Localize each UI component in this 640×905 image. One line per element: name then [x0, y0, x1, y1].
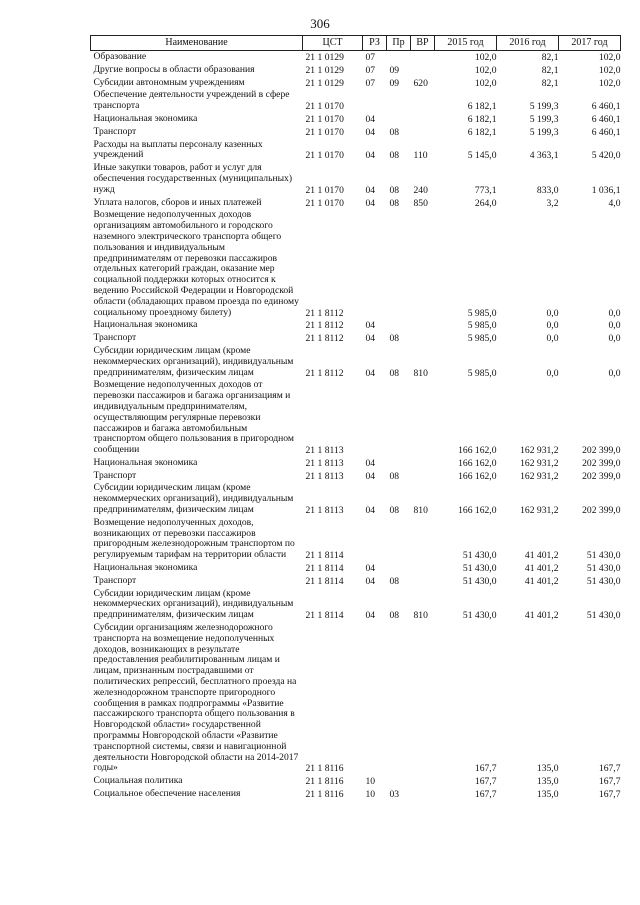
row-2016: 162 931,2: [520, 457, 559, 469]
row-pr: [387, 379, 411, 457]
row-vr: [411, 332, 435, 345]
row-2015: 264,0: [474, 197, 497, 209]
row-vr: [411, 562, 435, 575]
row-2017: 202 399,0: [582, 445, 621, 457]
row-name: Национальная экономика: [93, 562, 198, 574]
table-row: [91, 482, 621, 516]
row-2017: 167,7: [598, 776, 621, 788]
row-cst: 21 1 0170: [305, 150, 344, 162]
row-rz: [363, 517, 387, 562]
row-cst: 21 1 0129: [305, 52, 344, 63]
row-cst: 21 1 0170: [305, 101, 344, 113]
row-2017: 202 399,0: [582, 457, 621, 469]
row-vr: 810: [413, 505, 428, 517]
row-vr: [411, 470, 435, 483]
row-rz: 04: [365, 320, 376, 332]
row-vr: [411, 622, 435, 775]
row-2015: 166 162,0: [458, 470, 497, 482]
row-cst: 21 1 8113: [305, 457, 344, 469]
row-pr: [387, 209, 411, 319]
header-row: [91, 36, 621, 51]
row-vr: [411, 51, 435, 64]
row-2016: 135,0: [536, 789, 559, 800]
header-vr: ВР: [411, 36, 435, 51]
header-2017: 2017 год: [559, 36, 621, 51]
row-2015: 5 145,0: [467, 150, 497, 162]
row-2015: 773,1: [474, 184, 497, 196]
row-name: Национальная экономика: [93, 456, 198, 468]
row-2016: 3,2: [546, 197, 559, 209]
row-name: Социальная политика: [93, 775, 183, 787]
header-2016: 2016 год: [497, 36, 559, 51]
row-cst: 21 1 0170: [305, 184, 344, 196]
row-2016: 0,0: [546, 333, 559, 345]
row-vr: [411, 457, 435, 470]
row-pr: [387, 51, 411, 64]
row-cst: 21 1 8112: [305, 307, 344, 319]
row-rz: 07: [365, 52, 376, 63]
row-2017: 102,0: [598, 52, 621, 63]
row-name: Национальная экономика: [93, 319, 198, 331]
row-cst: 21 1 0129: [305, 64, 344, 76]
table-body: [91, 51, 621, 801]
row-2017: 51 430,0: [586, 563, 621, 575]
header-pr: Пр: [387, 36, 411, 51]
row-2016: 833,0: [536, 184, 559, 196]
row-pr: [387, 622, 411, 775]
header-name: Наименование: [91, 36, 303, 51]
row-rz: 04: [365, 113, 376, 125]
row-rz: 04: [365, 150, 376, 162]
row-rz: 04: [365, 333, 376, 345]
row-2017: 5 420,0: [591, 150, 621, 162]
row-2017: 6 460,1: [591, 113, 621, 125]
row-vr: 810: [413, 367, 428, 379]
row-rz: [363, 622, 387, 775]
row-rz: 04: [365, 126, 376, 138]
row-pr: 08: [389, 575, 400, 587]
row-name: Национальная экономика: [93, 112, 198, 124]
table-row: [91, 345, 621, 379]
row-vr: 810: [413, 610, 428, 622]
row-vr: 620: [413, 77, 428, 89]
row-pr: 09: [389, 77, 400, 89]
table-row: [91, 517, 621, 562]
row-2016: 135,0: [536, 763, 559, 775]
row-name: Уплата налогов, сборов и иных платежей: [93, 196, 262, 208]
row-2016: 82,1: [541, 77, 559, 89]
row-2016: 0,0: [546, 307, 559, 319]
row-2017: 0,0: [608, 367, 621, 379]
row-vr: [411, 575, 435, 588]
row-2015: 6 182,1: [467, 113, 497, 125]
row-2016: 0,0: [546, 367, 559, 379]
row-vr: [411, 89, 435, 113]
row-vr: [411, 517, 435, 562]
table-header: [91, 36, 621, 51]
row-vr: [411, 319, 435, 332]
row-name: Транспорт: [93, 574, 137, 586]
row-2016: 82,1: [541, 52, 559, 63]
row-pr: 08: [389, 150, 400, 162]
row-2016: 5 199,3: [529, 126, 559, 138]
row-rz: 04: [365, 470, 376, 482]
row-cst: 21 1 8114: [305, 575, 344, 587]
row-2017: 102,0: [598, 77, 621, 89]
table-row: [91, 788, 621, 801]
row-cst: 21 1 8113: [305, 505, 344, 517]
row-cst: 21 1 8116: [305, 763, 344, 775]
table-row: [91, 139, 621, 163]
table-row: [91, 126, 621, 139]
row-2015: 166 162,0: [458, 505, 497, 517]
row-cst: 21 1 0170: [305, 126, 344, 138]
row-name: Транспорт: [93, 125, 137, 137]
row-2015: 51 430,0: [462, 610, 497, 622]
row-2016: 5 199,3: [529, 101, 559, 113]
row-2015: 5 985,0: [467, 367, 497, 379]
row-cst: 21 1 8113: [305, 470, 344, 482]
row-2017: 202 399,0: [582, 505, 621, 517]
row-cst: 21 1 0170: [305, 113, 344, 125]
row-pr: 03: [389, 789, 400, 800]
row-name: Возмещение недополученных доходов от перевозки пассажиров и багажа организациям и индивидуальным предпринимателям, осуществляющим регулярные перевозки пассажиров и багажа автомобильным транспортом общего пользования в пригородном сообщении: [93, 379, 294, 456]
row-name: Транспорт: [93, 469, 137, 481]
row-2017: 6 460,1: [591, 101, 621, 113]
row-rz: 10: [365, 789, 376, 800]
row-rz: 10: [365, 776, 376, 788]
table-row: [91, 77, 621, 90]
row-2017: 167,7: [598, 789, 621, 800]
row-pr: 08: [389, 184, 400, 196]
row-cst: 21 1 8114: [305, 550, 344, 562]
row-vr: 850: [413, 197, 428, 209]
row-pr: [387, 89, 411, 113]
row-cst: 21 1 8112: [305, 320, 344, 332]
row-pr: [387, 562, 411, 575]
row-name: Субсидии автономным учреждениям: [93, 76, 245, 88]
table-row: [91, 575, 621, 588]
table-row: [91, 379, 621, 457]
row-2015: 6 182,1: [467, 126, 497, 138]
row-vr: [411, 209, 435, 319]
row-2016: 162 931,2: [520, 470, 559, 482]
row-2017: 51 430,0: [586, 610, 621, 622]
row-cst: 21 1 8112: [305, 333, 344, 345]
row-2017: 6 460,1: [591, 126, 621, 138]
row-pr: 09: [389, 64, 400, 76]
row-rz: 04: [365, 184, 376, 196]
row-cst: 21 1 8116: [305, 776, 344, 788]
table-row: [91, 319, 621, 332]
row-vr: [411, 775, 435, 788]
row-pr: 08: [389, 367, 400, 379]
row-pr: 08: [389, 126, 400, 138]
row-name: Образование: [93, 51, 147, 62]
table-row: [91, 89, 621, 113]
row-2016: 82,1: [541, 64, 559, 76]
row-rz: 04: [365, 367, 376, 379]
header-cst: ЦСТ: [303, 36, 363, 51]
row-name: Другие вопросы в области образования: [93, 63, 255, 75]
row-rz: 07: [365, 77, 376, 89]
row-2015: 5 985,0: [467, 333, 497, 345]
table-row: [91, 775, 621, 788]
row-2016: 162 931,2: [520, 445, 559, 457]
row-rz: [363, 89, 387, 113]
row-2016: 41 401,2: [524, 575, 559, 587]
row-rz: [363, 379, 387, 457]
table-row: [91, 332, 621, 345]
row-cst: 21 1 8112: [305, 367, 344, 379]
row-vr: 110: [413, 150, 428, 162]
row-2017: 0,0: [608, 307, 621, 319]
row-2017: 51 430,0: [586, 575, 621, 587]
row-2015: 51 430,0: [462, 550, 497, 562]
row-rz: 04: [365, 563, 376, 575]
row-vr: [411, 788, 435, 801]
row-2015: 102,0: [474, 64, 497, 76]
row-cst: 21 1 0129: [305, 77, 344, 89]
row-2015: 167,7: [474, 763, 497, 775]
row-2017: 167,7: [598, 763, 621, 775]
row-name: Расходы на выплаты персоналу казенных учреждений: [93, 138, 263, 161]
row-rz: [363, 209, 387, 319]
row-2017: 0,0: [608, 320, 621, 332]
row-name: Субсидии юридическим лицам (кроме некоммерческих организаций), индивидуальным предпринимателям, физическим лицам: [93, 587, 294, 621]
row-rz: 04: [365, 505, 376, 517]
row-pr: [387, 517, 411, 562]
row-name: Субсидии юридическим лицам (кроме некоммерческих организаций), индивидуальным предпринимателям, физическим лицам: [93, 482, 294, 516]
row-cst: 21 1 8116: [305, 789, 344, 800]
table-row: [91, 113, 621, 126]
table-row: [91, 457, 621, 470]
row-vr: [411, 64, 435, 77]
header-2015: 2015 год: [435, 36, 497, 51]
row-2017: 51 430,0: [586, 550, 621, 562]
row-2016: 4 363,1: [529, 150, 559, 162]
row-2016: 135,0: [536, 776, 559, 788]
row-2017: 202 399,0: [582, 470, 621, 482]
row-2015: 6 182,1: [467, 101, 497, 113]
row-pr: [387, 113, 411, 126]
row-rz: 04: [365, 575, 376, 587]
row-2015: 167,7: [474, 776, 497, 788]
row-cst: 21 1 8113: [305, 445, 344, 457]
row-2017: 1 036,1: [591, 184, 621, 196]
row-name: Возмещение недополученных доходов организациям автомобильного и городского наземного электрического транспорта общего пользования и индивидуальным предпринимателям от перевозки пассажиров отдельных категорий граждан, оказание мер социальной поддержки которых относится к ведению Российской Федерации и Новгородской области (обладающих правом проезда по единому социальному проездному билету): [93, 209, 299, 318]
row-rz: 04: [365, 197, 376, 209]
row-name: Субсидии юридическим лицам (кроме некоммерческих организаций), индивидуальным предпринимателям, физическим лицам: [93, 344, 294, 378]
row-pr: [387, 457, 411, 470]
table-row: [91, 162, 621, 196]
row-2016: 0,0: [546, 320, 559, 332]
row-name: Транспорт: [93, 332, 137, 344]
table-row: [91, 470, 621, 483]
row-rz: 04: [365, 457, 376, 469]
table-row: [91, 622, 621, 775]
row-pr: [387, 775, 411, 788]
row-vr: [411, 113, 435, 126]
row-pr: 08: [389, 610, 400, 622]
row-rz: 04: [365, 610, 376, 622]
row-2015: 102,0: [474, 77, 497, 89]
row-2015: 102,0: [474, 52, 497, 63]
table-row: [91, 64, 621, 77]
row-2017: 102,0: [598, 64, 621, 76]
row-pr: 08: [389, 333, 400, 345]
table-row: [91, 197, 621, 210]
table-row: [91, 209, 621, 319]
row-pr: 08: [389, 505, 400, 517]
table-row: [91, 51, 621, 64]
row-cst: 21 1 0170: [305, 197, 344, 209]
row-name: Социальное обеспечение населения: [93, 788, 241, 799]
row-vr: [411, 379, 435, 457]
page-number: 306: [310, 16, 330, 31]
row-2015: 167,7: [474, 789, 497, 800]
row-2016: 41 401,2: [524, 550, 559, 562]
table-row: [91, 588, 621, 622]
row-2016: 41 401,2: [524, 610, 559, 622]
row-pr: 08: [389, 197, 400, 209]
row-name: Иные закупки товаров, работ и услуг для обеспечения государственных (муниципальных) нужд: [93, 162, 293, 195]
row-vr: [411, 126, 435, 139]
row-name: Субсидии организациям железнодорожного транспорта на возмещение недополученных доходов, возникающих в результате предоставления реабилитированным лицам и лицам, признанным пострадавшими от политических репрессий, бесплатного проезда на железнодорожном транспорте пригородного сообщения в рамках подпрограммы «Развитие пассажирского транспорта общего пользования в Новгородской области» государственной программы Новгородской области «Развитие транспортной системы, связи и навигационной деятельности Новгородской области на 2014-2017 годы»: [93, 622, 299, 774]
row-2015: 166 162,0: [458, 445, 497, 457]
row-name: Возмещение недополученных доходов, возникающих от перевозки пассажиров пригородным железнодорожным транспортом по регулируемым тарифам на территории области: [93, 516, 295, 561]
header-rz: РЗ: [363, 36, 387, 51]
row-2017: 4,0: [608, 197, 621, 209]
row-pr: [387, 319, 411, 332]
row-name: Обеспечение деятельности учреждений в сфере транспорта: [93, 89, 290, 112]
row-2016: 5 199,3: [529, 113, 559, 125]
row-2015: 51 430,0: [462, 575, 497, 587]
row-2016: 41 401,2: [524, 563, 559, 575]
row-2015: 166 162,0: [458, 457, 497, 469]
row-rz: 07: [365, 64, 376, 76]
row-cst: 21 1 8114: [305, 563, 344, 575]
row-2017: 0,0: [608, 333, 621, 345]
row-pr: 08: [389, 470, 400, 482]
row-2016: 162 931,2: [520, 505, 559, 517]
row-2015: 51 430,0: [462, 563, 497, 575]
row-cst: 21 1 8114: [305, 610, 344, 622]
row-2015: 5 985,0: [467, 320, 497, 332]
budget-table: [90, 35, 621, 801]
row-vr: 240: [413, 184, 428, 196]
table-row: [91, 562, 621, 575]
row-2015: 5 985,0: [467, 307, 497, 319]
